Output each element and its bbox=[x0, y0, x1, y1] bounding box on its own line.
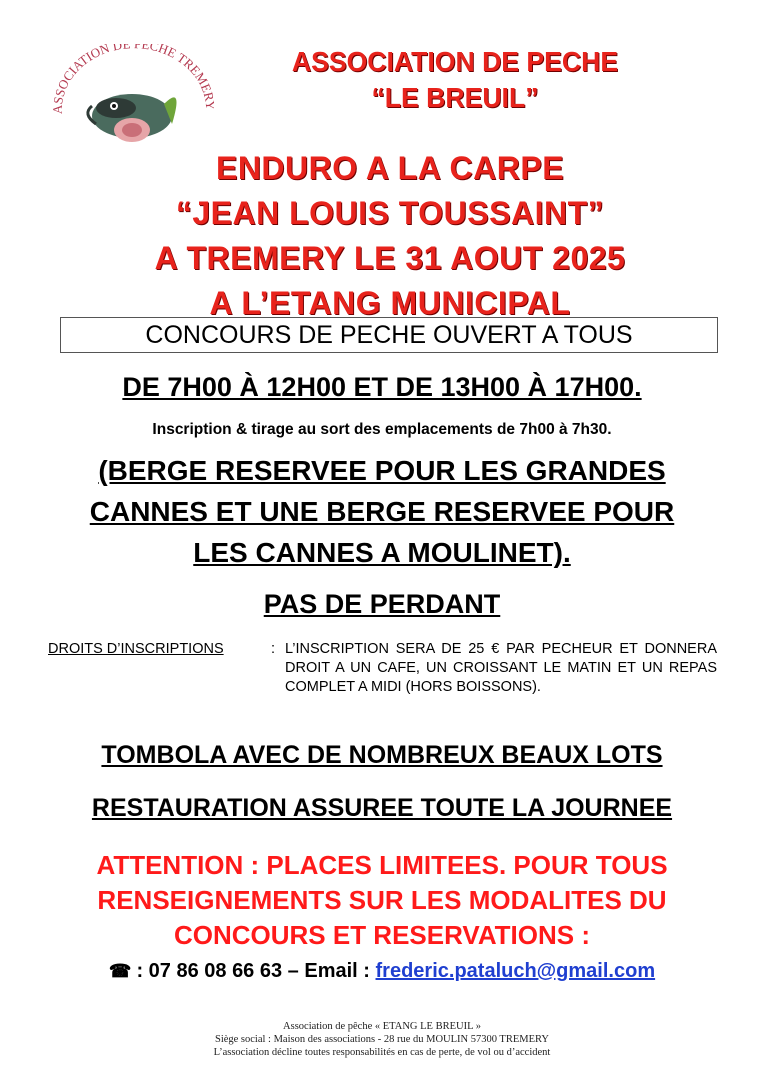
footer-line2: Siège social : Maison des associations - 28 rue du MOULIN 57300 TREMERY bbox=[214, 1034, 550, 1045]
event-title-line2: “JEAN LOUIS TOUSSAINT” bbox=[175, 195, 605, 231]
footer-line1: Association de pêche « ETANG LE BREUIL » bbox=[283, 1021, 481, 1032]
tombola-text: TOMBOLA AVEC DE NOMBREUX BEAUX LOTS bbox=[101, 741, 663, 769]
berge-line3: LES CANNES A MOULINET). bbox=[193, 537, 571, 568]
attention-line1: ATTENTION : PLACES LIMITEES. POUR TOUS bbox=[96, 850, 668, 880]
hours-text: DE 7H00 À 12H00 ET DE 13H00 À 17H00. bbox=[122, 372, 642, 402]
event-title-line1: ENDURO A LA CARPE bbox=[215, 150, 565, 186]
email-link[interactable]: frederic.pataluch@gmail.com bbox=[375, 960, 656, 982]
restauration bbox=[30, 788, 734, 828]
restauration-text: RESTAURATION ASSUREE TOUTE LA JOURNEE bbox=[91, 794, 673, 822]
footer bbox=[80, 1020, 684, 1059]
telephone-icon: ☎ bbox=[108, 961, 132, 981]
attention-block bbox=[40, 848, 724, 953]
berge-line1: (BERGE RESERVEE POUR LES GRANDES bbox=[98, 455, 666, 486]
attention-line2: RENSEIGNEMENTS SUR LES MODALITES DU bbox=[97, 885, 667, 915]
association-logo bbox=[44, 44, 214, 144]
berge-line2: CANNES ET UNE BERGE RESERVEE POUR bbox=[89, 496, 675, 527]
phone-number: : 07 86 08 66 63 bbox=[136, 960, 283, 982]
event-title-line4: A L’ETANG MUNICIPAL bbox=[209, 285, 571, 321]
event-title-line3: A TREMERY LE 31 AOUT 2025 bbox=[154, 240, 626, 276]
contact-dash: – bbox=[282, 960, 305, 982]
association-title bbox=[260, 44, 650, 116]
logo-text: ASSOCIATION DE ÊCHE TREME bbox=[49, 44, 214, 115]
association-title-line1: ASSOCIATION DE PECHE bbox=[291, 46, 619, 77]
pas-de-perdant-text: PAS DE PERDANT bbox=[263, 589, 501, 619]
footer-line3: L’association décline toutes responsabilités en cas de perte, de vol ou d’accident bbox=[213, 1047, 551, 1058]
droits-label: DROITS D’INSCRIPTIONS bbox=[48, 641, 224, 657]
attention-line3: CONCOURS ET RESERVATIONS : bbox=[173, 920, 591, 950]
pas-de-perdant bbox=[40, 584, 724, 624]
contact-line bbox=[40, 956, 724, 986]
berge-text bbox=[30, 450, 734, 573]
concours-banner: CONCOURS DE PECHE OUVERT A TOUS bbox=[60, 317, 718, 353]
email-label: Email : bbox=[304, 960, 376, 982]
droits-colon: : bbox=[271, 641, 276, 657]
droits-text: L’INSCRIPTION SERA DE 25 € PAR PECHEUR ET DONNERA DROIT A UN CAFE, UN CROISSANT LE MATIN ET UN REPAS COMPLET A MIDI (HORS BOISSONS). bbox=[285, 641, 717, 695]
inscription-text: Inscription & tirage au sort des emplacements de 7h00 à 7h30. bbox=[152, 421, 612, 438]
association-title-line2: “LE BREUIL” bbox=[371, 82, 539, 113]
tombola bbox=[30, 735, 734, 775]
event-title bbox=[60, 146, 720, 326]
